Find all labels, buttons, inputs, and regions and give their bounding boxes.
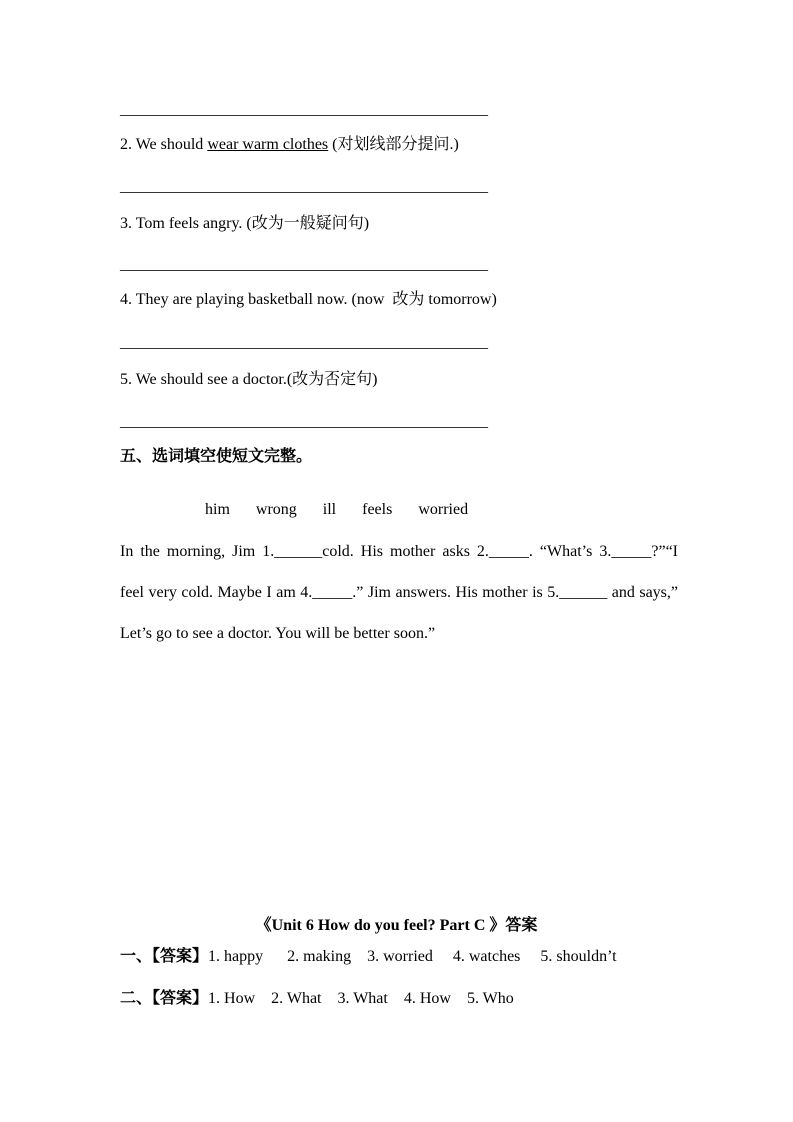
question-3: 3. Tom feels angry. (改为一般疑问句) [120, 215, 370, 232]
word-bank-item: him [205, 501, 230, 518]
section-5-heading: 五、选词填空使短文完整。 [120, 448, 313, 465]
word-bank-item: feels [362, 501, 393, 518]
answer-blank-line-2: ______________________________________________ [120, 178, 488, 195]
answer-blank-line-5: ______________________________________________ [120, 413, 488, 430]
question-5: 5. We should see a doctor.(改为否定句) [120, 371, 378, 388]
answer-key-line-2-label: 二、【答案】 [120, 990, 209, 1007]
word-bank-item: wrong [255, 501, 297, 518]
word-bank [205, 500, 468, 519]
question-2-prefix: 2. We should [120, 136, 208, 153]
passage-line: feel very cold. Maybe I am 4._____.” Jim answers. His mother is 5.______ and says,” [120, 584, 678, 601]
answer-blank-line-1: ______________________________________________ [120, 101, 488, 118]
passage-line: Let’s go to see a doctor. You will be better soon.” [120, 625, 436, 642]
answer-key-line-1-content: 1. happy 2. making 3. worried 4. watches 5. shouldn’t [208, 948, 617, 965]
answer-key-title: 《Unit 6 How do you feel? Part C 》答案 [255, 917, 538, 934]
answer-key-line-1 [120, 947, 617, 966]
question-2-underlined-phrase: wear warm clothes [207, 136, 329, 153]
answer-blank-line-4: ______________________________________________ [120, 334, 488, 351]
word-bank-item: ill [322, 501, 337, 518]
question-2 [120, 135, 459, 154]
answer-key-line-1-label: 一、【答案】 [120, 948, 209, 965]
answer-key-line-2-content: 1. How 2. What 3. What 4. How 5. Who [208, 990, 514, 1007]
question-2-instruction: (对划线部分提问.) [328, 136, 459, 153]
word-bank-item: worried [418, 501, 469, 518]
passage-line: In the morning, Jim 1.______cold. His mother asks 2._____. “What’s 3._____?”“I [120, 543, 678, 560]
cloze-passage [120, 531, 678, 654]
answer-key-line-2 [120, 989, 514, 1008]
answer-blank-line-3: ______________________________________________ [120, 256, 488, 273]
question-4: 4. They are playing basketball now. (now 改为 tomorrow) [120, 291, 497, 308]
